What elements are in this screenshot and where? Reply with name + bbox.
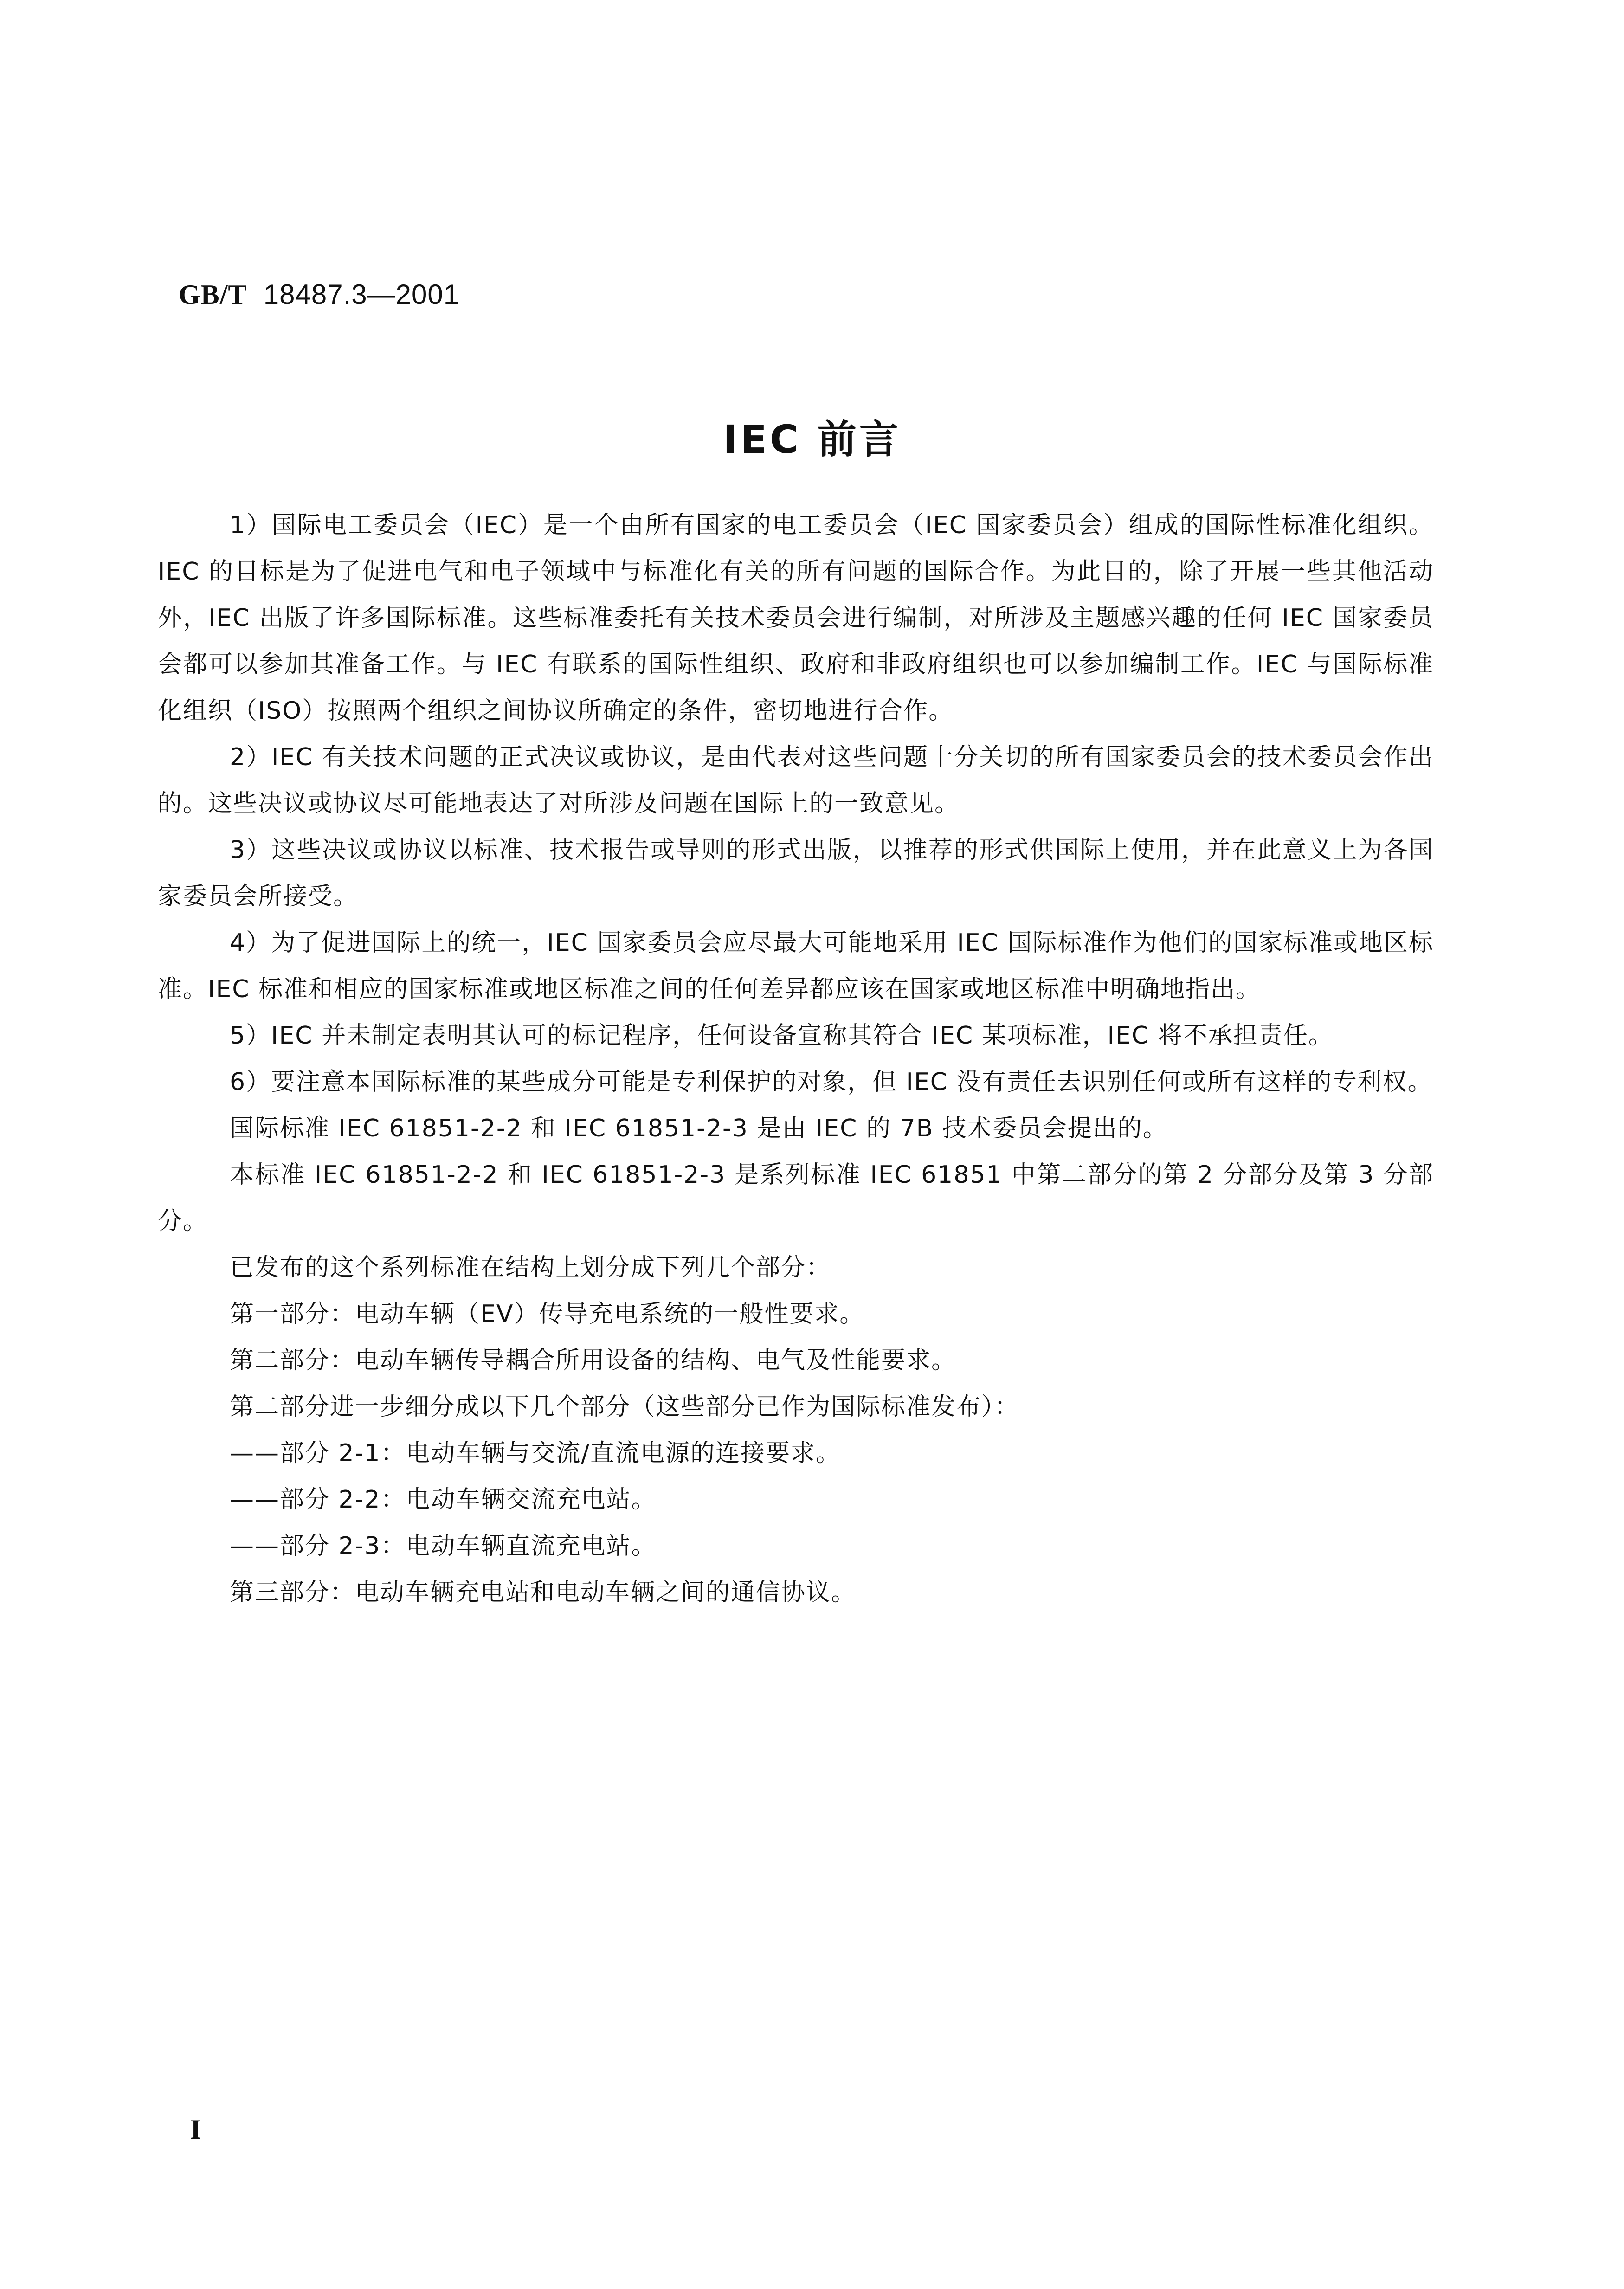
standard-number: 18487.3—2001 [263,279,460,310]
list-item-part-2-3: ——部分 2-3：电动车辆直流充电站。 [230,1532,657,1560]
paragraph-1: 1）国际电工委员会（IEC）是一个由所有国家的电工委员会（IEC 国家委员会）组成的国际性标准化组织。IEC 的目标是为了促进电气和电子领域中与标准化有关的所有问题的国际合作。为此目的，除了开展一些其他活动外，IEC 出版了许多国际标准。这些标准委托有关技术委员会进行编制，对所涉及主题感兴趣的任何 IEC 国家委员会都可以参加其准备工作。与 IEC 有联系的国际性组织、政府和非政府组织也可以参加编制工作。IEC 与国际标准化组织（ISO）按照两个组织之间协议所确定的条件，密切地进行合作。 [158,511,1434,725]
list-item-part-2-intro: 第二部分进一步细分成以下几个部分（这些部分已作为国际标准发布）： [230,1393,1020,1421]
list-item-part-2: 第二部分：电动车辆传导耦合所用设备的结构、电气及性能要求。 [230,1347,957,1374]
list-item-part-3: 第三部分：电动车辆充电站和电动车辆之间的通信协议。 [230,1579,857,1606]
list-item-part-1: 第一部分：电动车辆（EV）传导充电系统的一般性要求。 [230,1300,865,1328]
paragraph-5: 5）IEC 并未制定表明其认可的标记程序，任何设备宣称其符合 IEC 某项标准，IEC 将不承担责任。 [230,1022,1334,1050]
document-code [179,278,459,311]
paragraph-4: 4）为了促进国际上的统一，IEC 国家委员会应尽最大可能地采用 IEC 国际标准作为他们的国家标准或地区标准。IEC 标准和相应的国家标准或地区标准之间的任何差异都应该在国家或地区标准中明确地指出。 [158,929,1434,1003]
list-item-part-2-1: ——部分 2-1：电动车辆与交流/直流电源的连接要求。 [230,1439,841,1467]
paragraph-2: 2）IEC 有关技术问题的正式决议或协议，是由代表对这些问题十分关切的所有国家委员会的技术委员会作出的。这些决议或协议尽可能地表达了对所涉及问题在国际上的一致意见。 [158,743,1434,818]
paragraph-3: 3）这些决议或协议以标准、技术报告或导则的形式出版，以推荐的形式供国际上使用，并在此意义上为各国家委员会所接受。 [158,836,1434,910]
paragraph-6: 6）要注意本国际标准的某些成分可能是专利保护的对象，但 IEC 没有责任去识别任何或所有这样的专利权。 [230,1068,1433,1096]
list-item-part-2-2: ——部分 2-2：电动车辆交流充电站。 [230,1486,657,1514]
paragraph-scope: 本标准 IEC 61851-2-2 和 IEC 61851-2-3 是系列标准 IEC 61851 中第二部分的第 2 分部分及第 3 分部分。 [158,1161,1434,1235]
page-number: I [190,2114,201,2145]
body-text [158,502,1434,1616]
page-title: IEC 前言 [723,417,901,462]
paragraph-structure-intro: 已发布的这个系列标准在结构上划分成下列几个部分： [230,1254,831,1282]
standard-prefix: GB/T [179,279,247,310]
paragraph-proposal: 国际标准 IEC 61851-2-2 和 IEC 61851-2-3 是由 IEC 的 7B 技术委员会提出的。 [230,1115,1168,1142]
